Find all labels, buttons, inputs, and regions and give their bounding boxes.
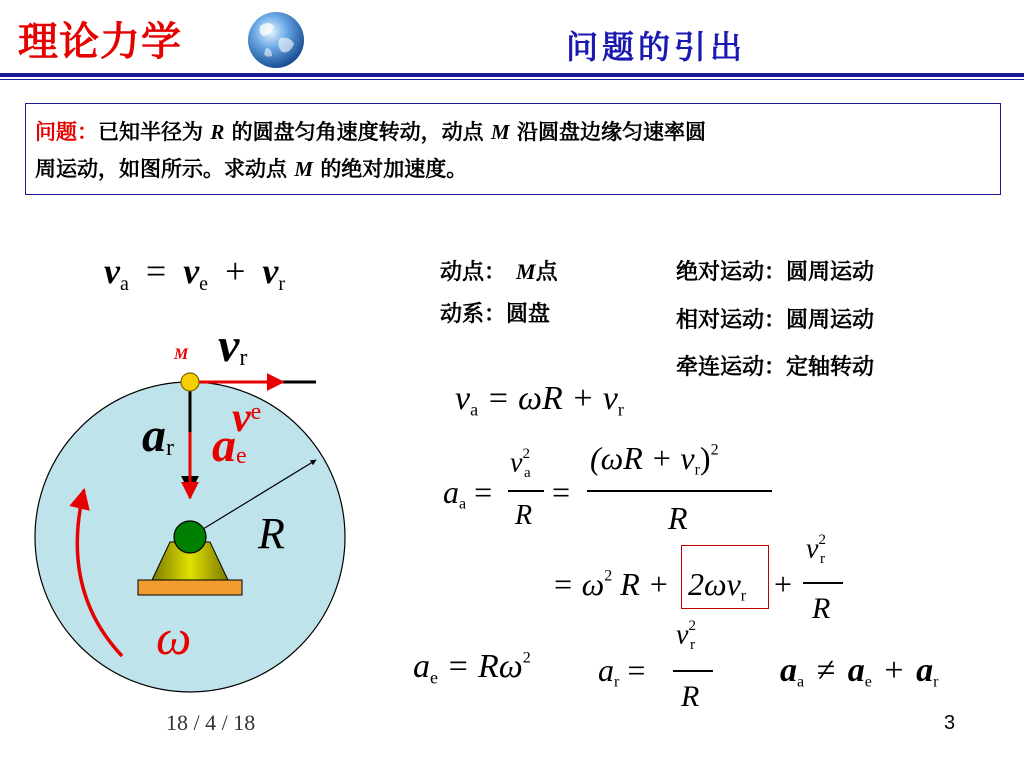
ae-label: ae (212, 419, 247, 472)
formula-expand-frac-den: R (812, 592, 831, 625)
problem-text: 的圆盘匀角速度转动，动点 (231, 120, 484, 144)
formula-aa-frac2-bar (587, 490, 772, 492)
disk-hub (174, 521, 206, 553)
problem-line-2 (35, 153, 467, 183)
formula-expand-plus: + (774, 566, 793, 602)
formula-ar-frac-den: R (681, 680, 700, 713)
formula-va: $v_a = \omega R + v_r$ (455, 380, 624, 420)
formula-ar-frac-num: $v^2_r$ (676, 618, 696, 653)
point-M (181, 373, 199, 391)
vr-label: vr (218, 319, 248, 372)
problem-text: 沿圆盘边缘匀速率圆 (516, 120, 706, 144)
relative-motion-text: 相对运动：圆周运动 (676, 308, 875, 333)
rotating-disk-figure (0, 330, 420, 710)
problem-text: 已知半径为 (98, 120, 203, 144)
ve-label: $v^e$ (232, 395, 262, 441)
ar-label: ar (142, 409, 174, 462)
transport-motion-text: 牵连运动：定轴转动 (676, 355, 875, 380)
problem-symbol-M: M (294, 157, 313, 181)
formula-expand-frac-num: $v^2_r$ (806, 532, 826, 567)
support-base (138, 580, 242, 595)
formula-ae: $a_e = R\omega^2$ (413, 648, 531, 688)
problem-symbol-M: M (490, 120, 510, 144)
problem-line-1 (35, 116, 706, 146)
formula-aa-frac2-num: $(\omega R + v_r)^2$ (590, 440, 719, 479)
formula-aa-lhs: $a_a$ = (443, 474, 493, 513)
formula-aa-frac2-den: R (668, 500, 688, 536)
problem-label: 问题： (35, 120, 98, 144)
formula-expand: = $\omega^2$ R + (552, 566, 670, 602)
course-title: 理论力学 (18, 19, 182, 65)
formula-ar-frac-bar (673, 670, 713, 672)
globe-logo-icon (244, 8, 308, 72)
section-title: 问题的引出 (566, 28, 747, 66)
problem-text: 的绝对加速度。 (320, 157, 468, 181)
formula-ar-lhs: $a_r$ = (598, 652, 646, 691)
point-M-label: M (174, 346, 189, 363)
page-number: 3 (944, 712, 956, 734)
formula-aa-frac1-den: R (515, 500, 533, 531)
header-rule-thin (0, 79, 1024, 80)
moving-frame-text: 动系：圆盘 (440, 302, 551, 327)
footer-date: 18 / 4 / 18 (166, 710, 256, 735)
problem-text: 周运动，如图所示。求动点 (35, 157, 287, 181)
radius-label: R (258, 509, 285, 558)
problem-symbol-R: R (210, 120, 225, 144)
velocity-equation: $v_a = v_e + v_r$ (104, 251, 286, 295)
moving-point-text: 动点： M点 (440, 259, 558, 285)
header-rule-thick (0, 73, 1024, 77)
formula-coriolis-term: $2\omega v_r$ (688, 566, 747, 605)
omega-label: ω (156, 609, 192, 665)
formula-aa-frac1-num: $v^2_a$ (510, 446, 531, 481)
formula-aa-frac1-bar (508, 490, 544, 492)
formula-expand-frac-bar (803, 582, 843, 584)
formula-aa-eq2: = (552, 474, 571, 510)
absolute-motion-text: 绝对运动：圆周运动 (676, 260, 875, 285)
formula-not-equal: $a_a \ne a_e + a_r$ (780, 652, 939, 691)
